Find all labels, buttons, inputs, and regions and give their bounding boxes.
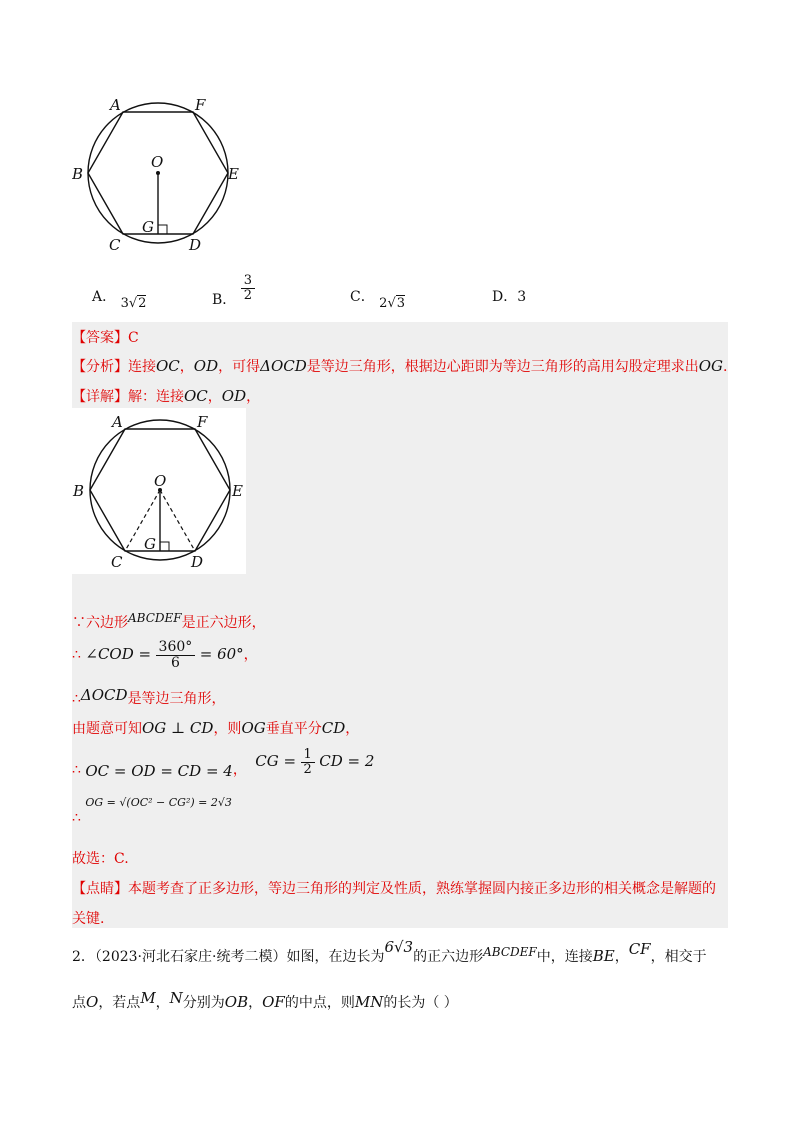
step-3: ∴ΔOCD是等边三角形， [72,686,226,707]
step-5: ∴ OC = OD = CD = 4， CG = $\frac{1}{2}$ CD = 2 [72,747,375,781]
step-6: ∴ $^{OG = √(OC^2 - CG^2) = 2√3}$ [72,796,232,826]
label-a: A [110,96,121,114]
label-e: E [228,165,239,183]
hexagon-figure-2 [72,410,252,574]
label-b-2: B [73,482,85,500]
option-c[interactable]: C． 2√3 [350,289,406,311]
question-2-line-2: 点O，若点M，N分别为OB，OF的中点，则MN的长为（ ） [72,989,458,1011]
right-angle-mark [158,225,167,234]
label-f: F [195,96,206,114]
label-o: O [151,153,164,171]
label-c: C [109,236,121,254]
step-2: ∴ ∠COD = $\frac{360^\circ}{6}$ = 60°， [72,639,258,671]
label-g-2: G [144,535,156,553]
label-c-2: C [111,553,123,571]
center-point [156,171,160,175]
question-2-line-1: 2．（2023·河北石家庄·统考二模）如图，在边长为6√3的正六边形ABCDEF中，连接BE，CF，相交于 [72,938,707,965]
hexagon-figure-1 [72,94,252,254]
analysis-line: 【分析】连接OC，OD，可得ΔOCD是等边三角形，根据边心距即为等边三角形的高用勾股定理求出OG. [72,357,728,375]
option-a[interactable]: A． 3√2 [92,289,147,311]
label-b: B [72,165,84,183]
label-a-2: A [112,413,123,431]
label-f-2: F [197,413,208,431]
step-7: 故选：C. [72,851,129,867]
label-d: D [189,236,202,254]
step-4: 由题意可知OG ⊥ CD，则OG垂直平分CD， [72,719,360,737]
label-g: G [142,218,154,236]
right-angle-mark-2 [160,542,169,551]
label-d-2: D [191,553,204,571]
answer-options [92,273,732,316]
answer-line: 【答案】C [72,330,139,346]
detail-line: 【详解】解：连接OC，OD， [72,387,261,405]
option-b[interactable]: B． $\frac{3}{2}$ [212,274,255,302]
label-e-2: E [232,482,243,500]
comment-line-1: 【点睛】本题考查了正多边形，等边三角形的判定及性质，熟练掌握圆内接正多边形的相关概念是解题的 [72,881,716,897]
option-d[interactable]: D．3 [492,289,527,305]
step-1: ∵六边形ABCDEF是正六边形， [72,611,266,631]
label-o-2: O [154,472,167,490]
comment-line-2: 关键. [72,911,105,927]
